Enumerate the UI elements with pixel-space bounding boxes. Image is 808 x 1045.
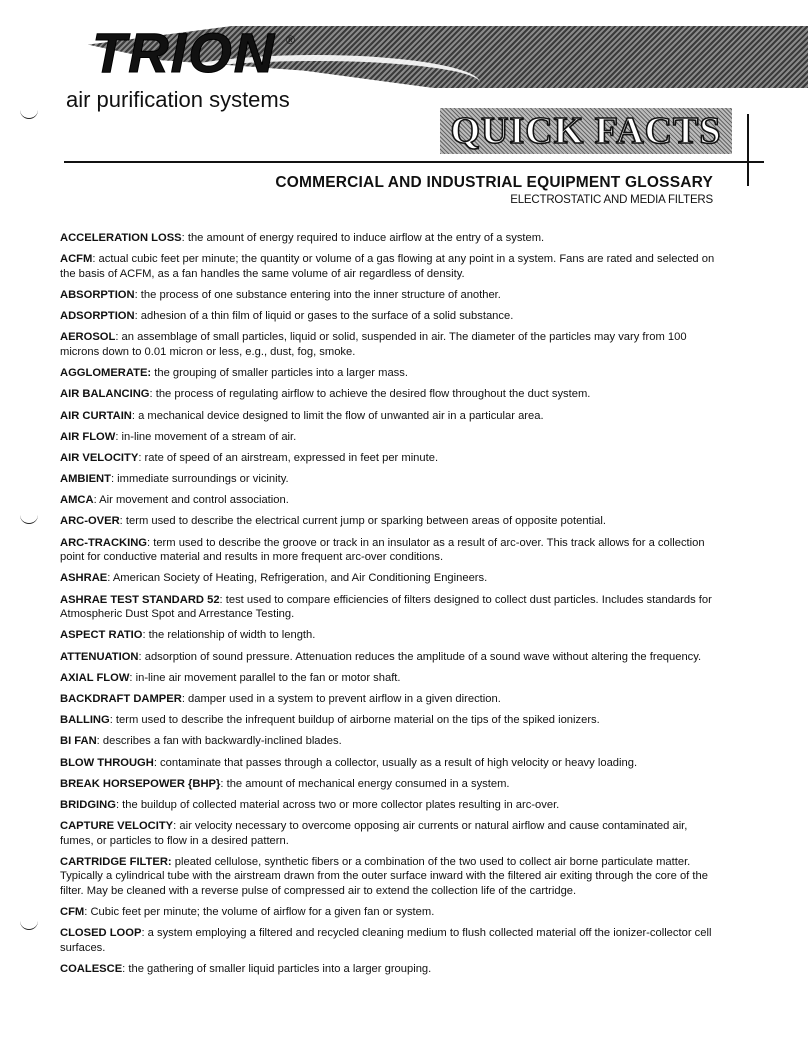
horizontal-rule	[64, 161, 764, 163]
glossary-term: AGGLOMERATE:	[60, 367, 152, 380]
document-subtitle: ELECTROSTATIC AND MEDIA FILTERS	[510, 194, 713, 206]
glossary-entry	[60, 409, 720, 424]
glossary-term: AEROSOL	[60, 331, 116, 344]
glossary-entry	[60, 514, 720, 529]
glossary-term: ACCELERATION LOSS	[60, 232, 182, 244]
glossary-term: AIR FLOW	[60, 430, 116, 443]
quick-facts-badge	[440, 108, 732, 154]
binder-hole-mark	[20, 921, 38, 930]
glossary-entry	[60, 309, 720, 324]
glossary-definition: : the gathering of smaller liquid particles into a larger grouping.	[122, 963, 432, 976]
binder-hole-mark	[20, 515, 38, 524]
glossary-definition: : describes a fan with backwardly-inclined blades.	[96, 735, 342, 748]
vertical-rule	[747, 114, 749, 186]
glossary-entry	[60, 926, 720, 955]
glossary-definition: : term used to describe the groove or track in an insulator as a result of arc-over. This track allows for a collection point for conductive material and results in more frequent arc-over conditions.	[60, 536, 705, 564]
glossary-term: ARC-OVER	[60, 515, 120, 528]
glossary-definition: : contaminate that passes through a collector, usually as a result of high velocity or heavy loading.	[153, 756, 638, 769]
document-header	[0, 0, 808, 160]
glossary-entry	[60, 571, 720, 586]
glossary-entry	[60, 430, 720, 445]
glossary-term: AMCA	[60, 494, 94, 507]
glossary-term: ASHRAE TEST STANDARD 52	[60, 593, 220, 606]
glossary-definition: : an assemblage of small particles, liquid or solid, suspended in air. The diameter of the particles may vary from 100 microns down to 0.01 micron or less, e.g., dust, fog, smoke.	[60, 331, 687, 358]
glossary-definition: : air velocity necessary to overcome opposing air currents or natural airflow and cause contaminated air, fumes, or particles to flow in a desired pattern.	[60, 820, 688, 847]
glossary-definition: : actual cubic feet per minute; the quantity or volume of a gas flowing at any point in a system. Fans are rated and selected on the basis of ACFM, as a fan handles the same volume of air regardless of density.	[60, 253, 715, 280]
glossary-entry	[60, 536, 720, 565]
glossary-term: ADSORPTION	[60, 310, 135, 323]
glossary-definition: : adhesion of a thin film of liquid or gases to the surface of a solid substance.	[134, 310, 514, 323]
glossary-term: BI FAN	[60, 735, 97, 748]
glossary-definition: pleated cellulose, synthetic fibers or a combination of the two used to collect air borne particulate matter. Typically a cylindrical tube with the airstream drawn from the outer surface inward with the filtered air exiting through the core of the filter. May be cleaned with a reverse pulse of compressed air to extend the collection life of the cartridge.	[60, 855, 708, 898]
quick-facts-text: QUICK FACTS	[450, 110, 722, 152]
glossary-entry	[60, 962, 720, 977]
glossary-list	[60, 231, 720, 983]
brand-tagline: air purification systems	[66, 87, 290, 112]
glossary-term: AMBIENT	[60, 473, 111, 486]
glossary-entry	[60, 671, 720, 686]
glossary-definition: : the relationship of width to length.	[142, 629, 316, 642]
glossary-entry	[60, 593, 720, 622]
glossary-definition: : immediate surroundings or vicinity.	[110, 473, 289, 486]
glossary-term: AXIAL FLOW	[60, 671, 130, 684]
glossary-term: AIR VELOCITY	[60, 451, 139, 464]
glossary-term: BREAK HORSEPOWER {BHP}	[60, 777, 221, 790]
glossary-term: CARTRIDGE FILTER:	[60, 855, 172, 868]
glossary-term: CAPTURE VELOCITY	[60, 820, 174, 833]
glossary-definition: : Air movement and control association.	[93, 494, 289, 507]
glossary-definition: : the buildup of collected material across two or more collector plates resulting in arc-over.	[115, 798, 560, 811]
glossary-entry	[60, 451, 720, 466]
glossary-term: CLOSED LOOP	[60, 927, 142, 940]
glossary-entry	[60, 734, 720, 749]
glossary-definition: the grouping of smaller particles into a larger mass.	[151, 367, 408, 380]
glossary-term: BACKDRAFT DAMPER	[60, 692, 182, 705]
glossary-entry	[60, 819, 720, 848]
glossary-term: AIR CURTAIN	[60, 409, 132, 422]
glossary-term: ACFM	[60, 253, 93, 266]
glossary-term: ASPECT RATIO	[60, 629, 143, 642]
glossary-definition: : a mechanical device designed to limit the flow of unwanted air in a particular area.	[131, 409, 544, 422]
glossary-term: AIR BALANCING	[60, 388, 150, 401]
glossary-entry	[60, 756, 720, 771]
glossary-definition: : the process of one substance entering into the inner structure of another.	[134, 288, 501, 301]
glossary-entry	[60, 252, 720, 281]
glossary-term: COALESCE	[60, 963, 123, 976]
glossary-entry	[60, 713, 720, 728]
glossary-entry	[60, 366, 720, 381]
glossary-definition: : the amount of energy required to induce airflow at the entry of a system.	[181, 232, 545, 244]
glossary-term: ASHRAE	[60, 572, 108, 585]
glossary-entry	[60, 330, 720, 359]
glossary-term: ATTENUATION	[60, 650, 139, 663]
glossary-definition: : term used to describe the electrical current jump or sparking between areas of opposite potential.	[119, 515, 606, 528]
glossary-entry	[60, 387, 720, 402]
glossary-entry	[60, 231, 720, 246]
glossary-definition: : damper used in a system to prevent airflow in a given direction.	[181, 692, 501, 705]
glossary-term: CFM	[60, 906, 85, 919]
glossary-definition: : Cubic feet per minute; the volume of airflow for a given fan or system.	[84, 906, 435, 919]
glossary-definition: : term used to describe the infrequent buildup of airborne material on the tips of the spiked ionizers.	[109, 714, 600, 727]
glossary-definition: : test used to compare efficiencies of filters designed to collect dust particles. Includes standards for Atmospheric Dust Spot and Arrestance Testing.	[60, 593, 712, 621]
glossary-definition: : rate of speed of an airstream, expressed in feet per minute.	[138, 451, 439, 464]
glossary-entry	[60, 472, 720, 487]
glossary-entry	[60, 905, 720, 920]
glossary-definition: : in-line air movement parallel to the fan or motor shaft.	[129, 671, 401, 684]
document-title: COMMERCIAL AND INDUSTRIAL EQUIPMENT GLOSSARY	[275, 174, 713, 191]
glossary-entry	[60, 628, 720, 643]
glossary-term: BALLING	[60, 714, 110, 727]
glossary-term: ARC-TRACKING	[60, 536, 148, 549]
glossary-term: BRIDGING	[60, 798, 116, 811]
glossary-entry	[60, 692, 720, 707]
glossary-entry	[60, 798, 720, 813]
trion-logo: TRION	[92, 21, 277, 84]
glossary-term: BLOW THROUGH	[60, 756, 154, 769]
glossary-entry	[60, 493, 720, 508]
glossary-definition: : American Society of Heating, Refrigeration, and Air Conditioning Engineers.	[107, 572, 488, 585]
glossary-definition: : in-line movement of a stream of air.	[115, 430, 297, 443]
glossary-entry	[60, 650, 720, 665]
glossary-entry	[60, 288, 720, 303]
glossary-definition: : adsorption of sound pressure. Attenuation reduces the amplitude of a sound wave without altering the frequency.	[138, 650, 702, 663]
glossary-entry	[60, 855, 720, 899]
glossary-definition: : the amount of mechanical energy consumed in a system.	[220, 777, 510, 790]
glossary-definition: : a system employing a filtered and recycled cleaning medium to flush collected material off the ionizer-collector cell surfaces.	[60, 927, 712, 954]
glossary-definition: : the process of regulating airflow to achieve the desired flow throughout the duct system.	[149, 388, 591, 401]
glossary-term: ABSORPTION	[60, 288, 135, 301]
glossary-entry	[60, 777, 720, 792]
registered-mark: ®	[286, 33, 295, 47]
